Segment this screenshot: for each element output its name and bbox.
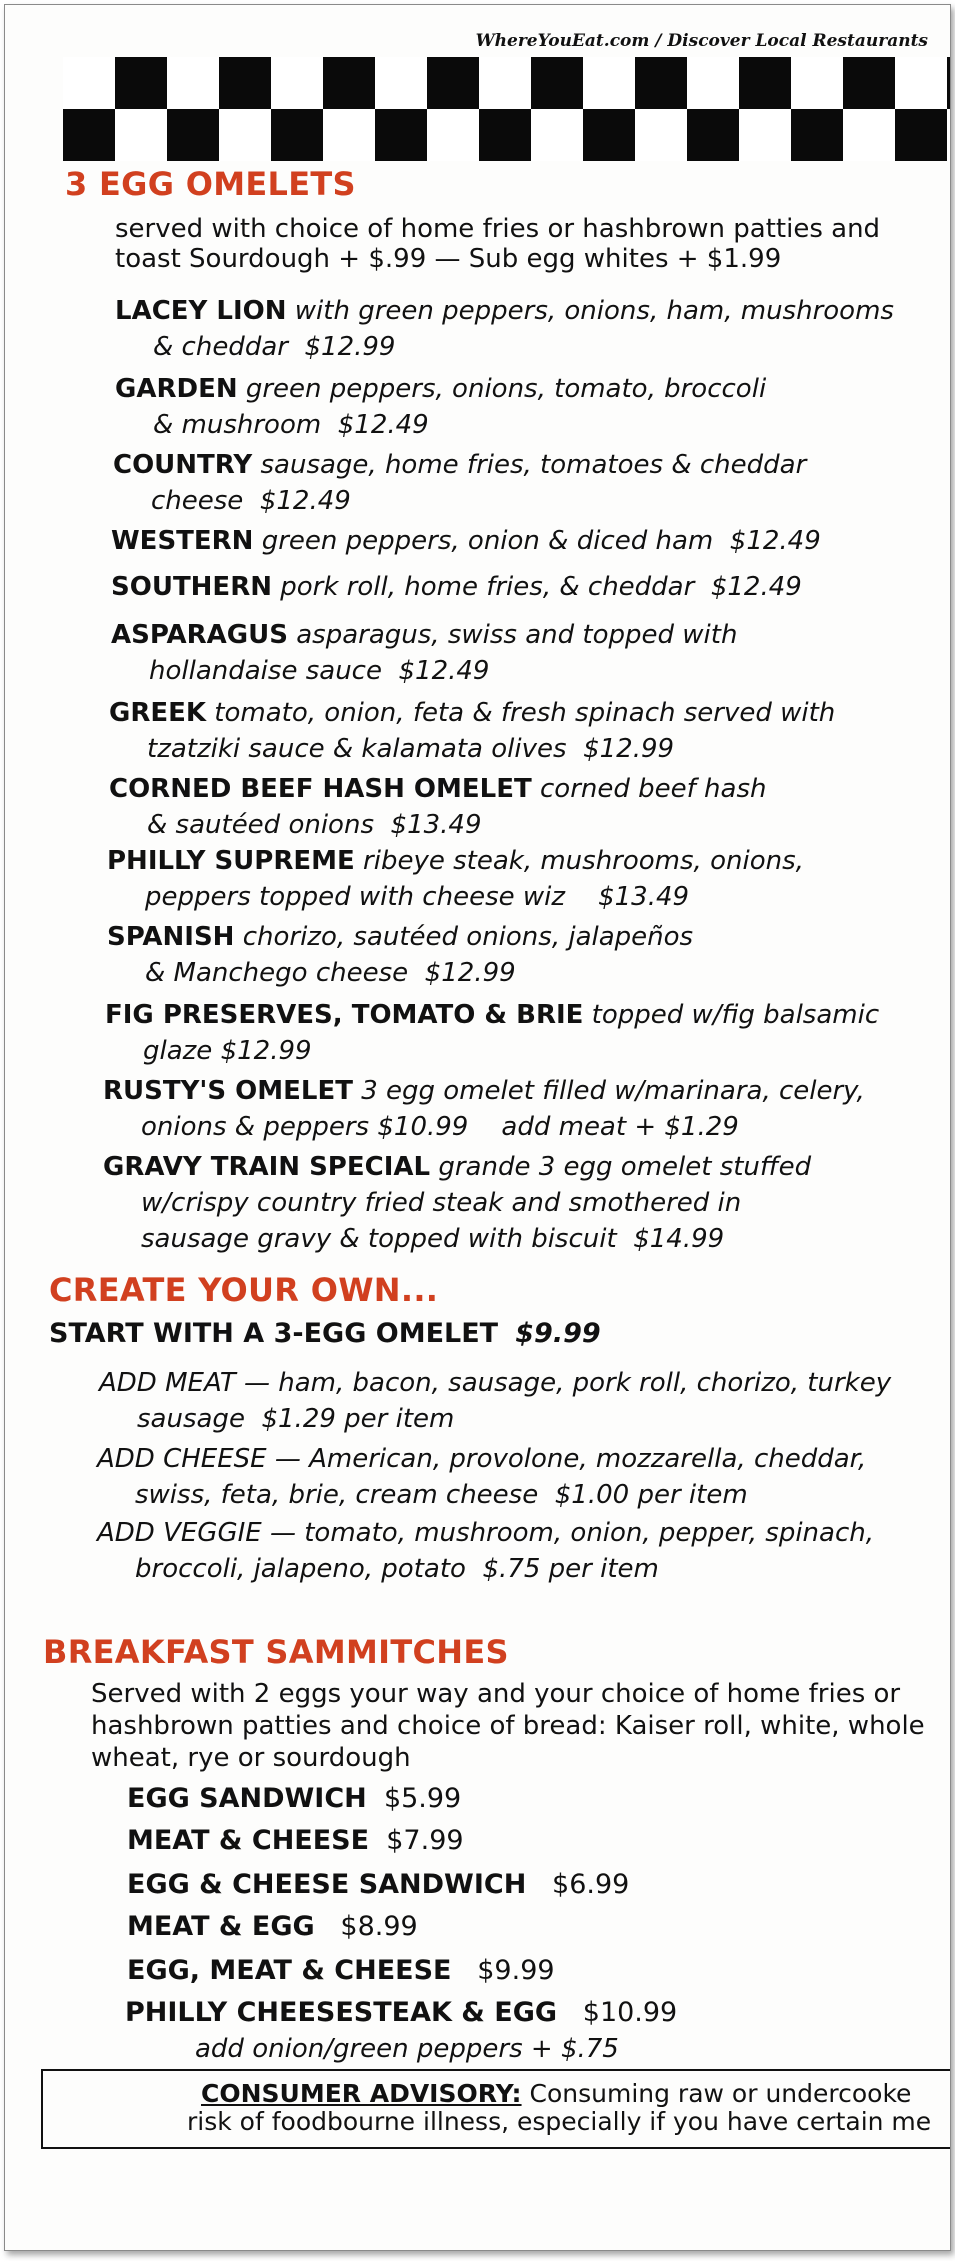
item-desc: topped w/fig balsamic	[583, 1000, 880, 1030]
item-desc: tomato, onion, feta & fresh spinach served with	[206, 698, 836, 728]
item-price: $12.49	[337, 410, 429, 440]
item-desc: cheese	[151, 486, 244, 516]
item-name: FIG PRESERVES, TOMATO & BRIE	[105, 1000, 584, 1030]
sandwich-addon: add onion/green peppers + $.75	[195, 2034, 619, 2064]
item-price: $5.99	[383, 1783, 462, 1814]
item-name: GREEK	[109, 698, 207, 728]
item-desc: glaze	[143, 1036, 213, 1066]
add-line: swiss, feta, brie, cream cheese	[135, 1480, 539, 1510]
checkered-banner	[63, 57, 950, 161]
item-price: $12.99	[583, 734, 675, 764]
item-price: $10.99	[377, 1112, 469, 1142]
item-desc: 3 egg omelet filled w/marinara, celery,	[352, 1076, 865, 1106]
item-name: GRAVY TRAIN SPECIAL	[103, 1152, 431, 1182]
add-line: broccoli, jalapeno, potato	[135, 1554, 466, 1584]
menu-item-philly-supreme	[107, 843, 804, 915]
menu-item-greek	[109, 695, 835, 767]
item-price: $8.99	[340, 1911, 418, 1942]
sandwich-item	[127, 1781, 461, 1817]
item-name: MEAT & CHEESE	[127, 1825, 370, 1856]
item-desc: sausage gravy & topped with biscuit	[141, 1224, 617, 1254]
item-desc: & cheddar	[153, 332, 288, 362]
menu-item-corned-beef-hash	[109, 771, 766, 843]
add-veggie	[97, 1515, 874, 1587]
advisory-line1	[201, 2079, 911, 2109]
item-desc: ribeye steak, mushrooms, onions,	[354, 846, 804, 876]
item-desc: pork roll, home fries, & cheddar	[271, 572, 695, 602]
item-desc: asparagus, swiss and topped with	[287, 620, 738, 650]
item-desc: chorizo, sautéed onions, jalapeños	[234, 922, 694, 952]
advisory-text: Consuming raw or undercooke	[521, 2079, 912, 2108]
menu-item-gravy-train	[103, 1149, 811, 1257]
sandwich-item	[127, 1823, 464, 1859]
omelets-intro-line2: toast Sourdough + $.99 — Sub egg whites + $1.99	[115, 244, 782, 274]
item-price: $12.49	[398, 656, 490, 686]
menu-item-southern	[111, 569, 802, 605]
menu-page	[4, 4, 951, 2251]
item-desc: tzatziki sauce & kalamata olives	[147, 734, 567, 764]
item-desc: onions & peppers	[141, 1112, 370, 1142]
item-desc: grande 3 egg omelet stuffed	[430, 1152, 812, 1182]
item-desc: & mushroom	[153, 410, 322, 440]
item-price: $9.99	[477, 1955, 555, 1986]
item-desc: & Manchego cheese	[145, 958, 409, 988]
sandwich-item	[125, 1995, 677, 2031]
item-price: $6.99	[552, 1869, 630, 1900]
item-price: $12.49	[729, 526, 821, 556]
item-desc: green peppers, onion & diced ham	[253, 526, 714, 556]
create-title: CREATE YOUR OWN...	[49, 1271, 439, 1309]
item-name: ASPARAGUS	[111, 620, 288, 650]
create-start	[49, 1317, 601, 1351]
item-price: $14.99	[633, 1224, 725, 1254]
item-desc: peppers topped with cheese wiz	[145, 882, 566, 912]
menu-item-garden	[115, 371, 766, 443]
item-name: CORNED BEEF HASH OMELET	[109, 774, 532, 804]
add-price: $1.29 per item	[261, 1404, 455, 1434]
add-price: $.75 per item	[482, 1554, 659, 1584]
item-price: $12.99	[424, 958, 516, 988]
item-price: $13.49	[598, 882, 690, 912]
item-desc: corned beef hash	[531, 774, 767, 804]
omelets-intro-line1: served with choice of home fries or hashbrown patties and	[115, 214, 881, 244]
omelets-title: 3 EGG OMELETS	[65, 165, 356, 203]
create-start-label: START WITH A 3-EGG OMELET	[49, 1318, 499, 1349]
add-line: ADD MEAT — ham, bacon, sausage, pork roll, chorizo, turkey	[99, 1368, 892, 1398]
menu-item-country	[113, 447, 806, 519]
item-price: $12.49	[710, 572, 802, 602]
menu-item-western	[111, 523, 821, 559]
item-price: $13.49	[390, 810, 482, 840]
item-desc: with green peppers, onions, ham, mushrooms	[286, 296, 894, 326]
add-line: sausage	[137, 1404, 245, 1434]
menu-item-fig-preserves	[105, 997, 879, 1069]
create-start-price: $9.99	[515, 1318, 601, 1349]
item-name: MEAT & EGG	[127, 1911, 315, 1942]
sandwich-item	[127, 1909, 418, 1945]
item-desc: green peppers, onions, tomato, broccoli	[237, 374, 767, 404]
item-name: PHILLY CHEESESTEAK & EGG	[125, 1997, 558, 2028]
item-name: EGG, MEAT & CHEESE	[127, 1955, 452, 1986]
sammitches-intro-line1: Served with 2 eggs your way and your choice of home fries or	[91, 1679, 901, 1709]
item-price: $12.49	[259, 486, 351, 516]
advisory-title: CONSUMER ADVISORY:	[201, 2079, 522, 2108]
sandwich-item	[127, 1867, 629, 1903]
item-price: $12.99	[220, 1036, 312, 1066]
item-name: WESTERN	[111, 526, 254, 556]
item-name: PHILLY SUPREME	[107, 846, 355, 876]
menu-item-rustys-omelet	[103, 1073, 865, 1145]
item-name: EGG & CHEESE SANDWICH	[127, 1869, 527, 1900]
item-name: SPANISH	[107, 922, 235, 952]
item-name: EGG SANDWICH	[127, 1783, 367, 1814]
add-line: ADD CHEESE — American, provolone, mozzarella, cheddar,	[97, 1444, 867, 1474]
sammitches-intro-line3: wheat, rye or sourdough	[91, 1743, 411, 1773]
consumer-advisory-box	[41, 2069, 951, 2149]
item-desc: w/crispy country fried steak and smothered in	[141, 1188, 742, 1218]
add-price: $1.00 per item	[554, 1480, 748, 1510]
menu-item-asparagus	[111, 617, 737, 689]
sammitches-intro-line2: hashbrown patties and choice of bread: Kaiser roll, white, whole	[91, 1711, 925, 1741]
item-desc: sausage, home fries, tomatoes & cheddar	[252, 450, 807, 480]
item-price: $7.99	[386, 1825, 464, 1856]
sandwich-item	[127, 1953, 555, 1989]
advisory-line2: risk of foodbourne illness, especially if you have certain me	[187, 2107, 932, 2136]
menu-item-lacey-lion	[115, 293, 894, 365]
item-price: $10.99	[582, 1997, 678, 2028]
site-watermark: WhereYouEat.com / Discover Local Restaurants	[475, 31, 928, 51]
item-name: GARDEN	[115, 374, 238, 404]
item-name: LACEY LION	[115, 296, 287, 326]
add-cheese	[97, 1441, 866, 1513]
item-name: RUSTY'S OMELET	[103, 1076, 353, 1106]
item-name: SOUTHERN	[111, 572, 272, 602]
item-name: COUNTRY	[113, 450, 253, 480]
add-line: ADD VEGGIE — tomato, mushroom, onion, pepper, spinach,	[97, 1518, 874, 1548]
item-desc: hollandaise sauce	[149, 656, 382, 686]
item-extra: add meat + $1.29	[501, 1112, 739, 1142]
item-desc: & sautéed onions	[147, 810, 374, 840]
menu-item-spanish	[107, 919, 693, 991]
item-price: $12.99	[304, 332, 396, 362]
add-meat	[99, 1365, 891, 1437]
sammitches-title: BREAKFAST SAMMITCHES	[43, 1633, 509, 1671]
